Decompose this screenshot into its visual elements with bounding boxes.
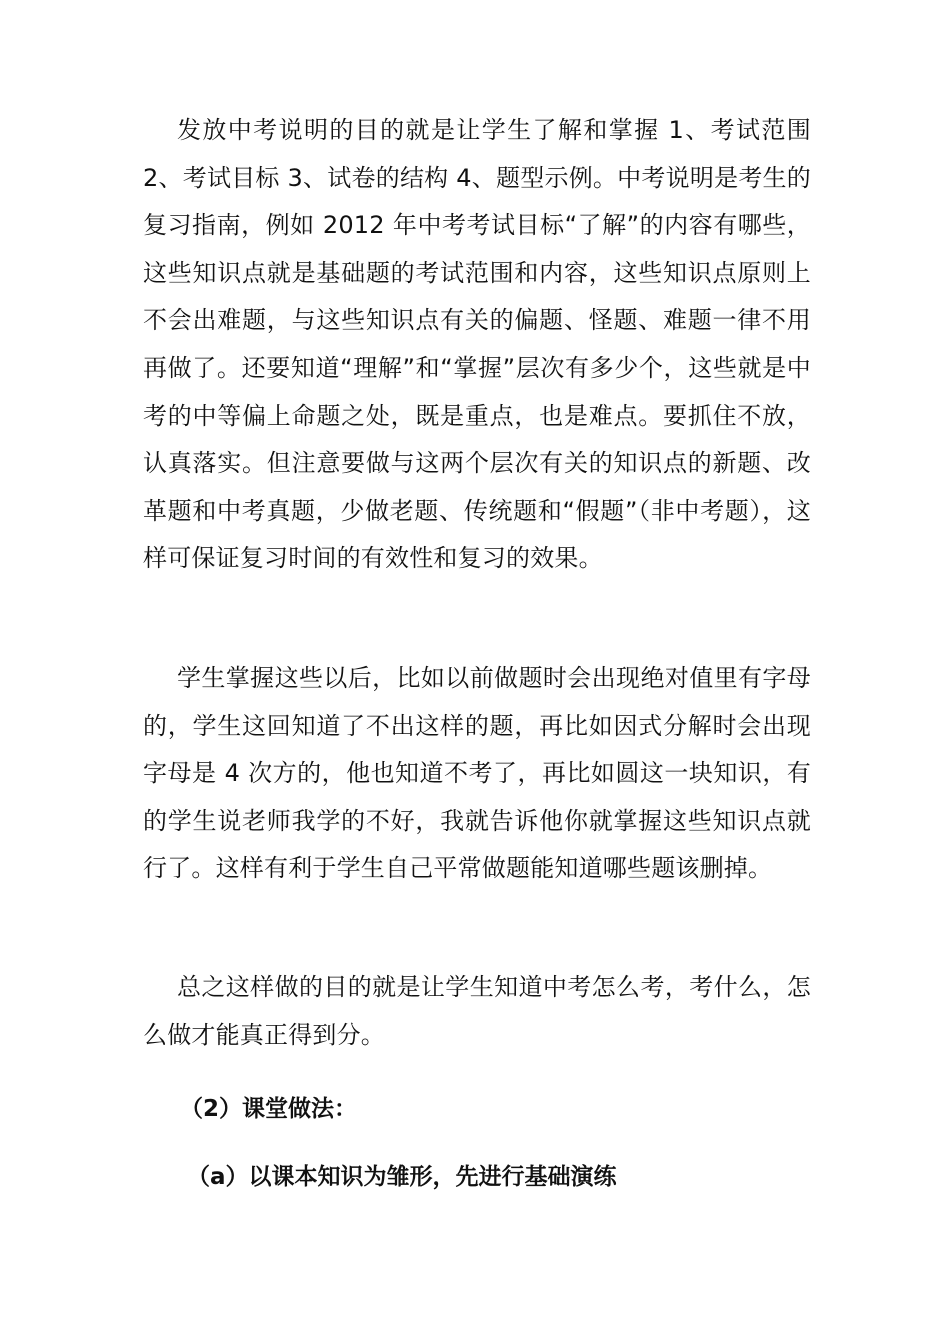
- paragraph-exam-guide-purpose: 发放中考说明的目的就是让学生了解和掌握 1、考试范围 2、考试目标 3、试卷的结构 4、题型示例。中考说明是考生的复习指南，例如 2012 年中考考试目标“了解”的内容有哪些，这些知识点就是基础题的考试范围和内容，这些知识点原则上不会出难题，与这些知识点有关的偏题、怪题、难题一律不用再做了。还要知道“理解”和“掌握”层次有多少个，这些就是中考的中等偏上命题之处，既是重点，也是难点。要抓住不放，认真落实。但注意要做与这两个层次有关的知识点的新题、改革题和中考真题，少做老题、传统题和“假题”（非中考题），这样可保证复习时间的有效性和复习的效果。: [143, 116, 811, 573]
- paragraph-student-examples: 学生掌握这些以后，比如以前做题时会出现绝对值里有字母的，学生这回知道了不出这样的题，再比如因式分解时会出现字母是 4 次方的，他也知道不考了，再比如圆这一块知识，有的学生说老师我学的不好，我就告诉他你就掌握这些知识点就行了。这样有利于学生自己平常做题能知道哪些题该删掉。: [143, 664, 811, 883]
- heading-classroom-method: （2）课堂做法：: [180, 1096, 358, 1122]
- paragraph-summary: 总之这样做的目的就是让学生知道中考怎么考，考什么，怎么做才能真正得到分。: [143, 973, 811, 1049]
- heading-textbook-basics: （a）以课本知识为雏形，先进行基础演练: [187, 1164, 617, 1190]
